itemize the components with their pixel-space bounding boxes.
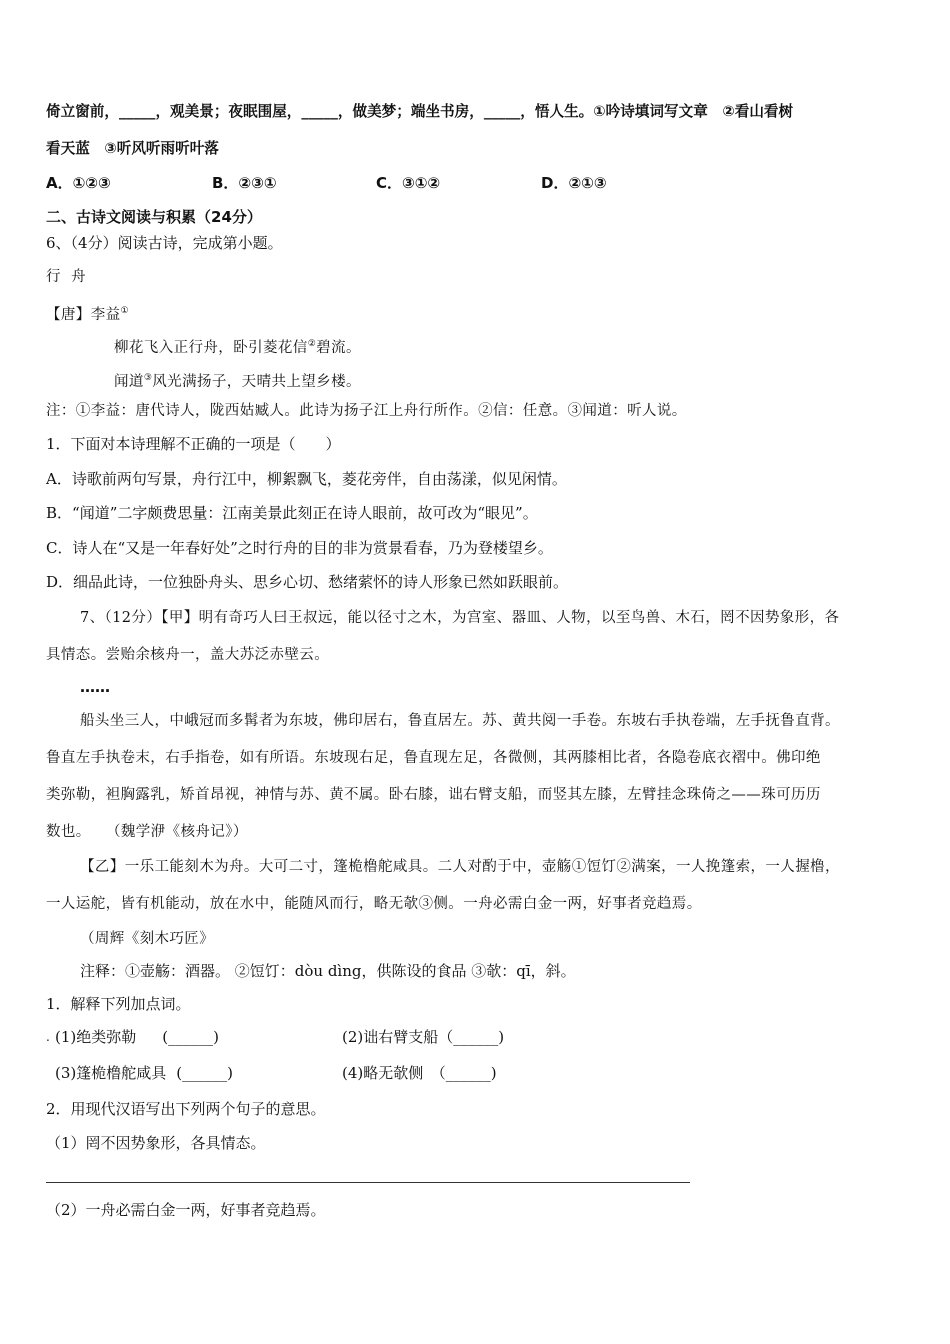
poem-verse-1: 柳花飞入正行舟，卧引菱花信②碧流。 (114, 339, 361, 356)
q7-jia-p2-line1: 船头坐三人，中峨冠而多髯者为东坡，佛印居右，鲁直居左。苏、黄共阅一手卷。东坡右手执卷端，左手抚鲁直背。 (80, 713, 840, 729)
stray-mark: . (46, 1030, 50, 1044)
q7-sub1: 1．解释下列加点词。 (46, 995, 191, 1013)
q6-stem: 6、（4分）阅读古诗，完成第小题。 (46, 234, 283, 252)
q7-jia-line2: 具情态。尝贻余核舟一，盖大苏泛赤壁云。 (46, 647, 330, 663)
q7-jia-p2-line2: 鲁直左手执卷末，右手指卷，如有所语。东坡现右足，鲁直现左足，各微侧，其两膝相比者，各隐卷底衣褶中。佛印绝 (46, 750, 821, 766)
answer-line[interactable] (46, 1182, 690, 1183)
q5-option-b: B．②③① (212, 174, 277, 192)
poem-notes: 注：①李益：唐代诗人，陇西姑臧人。此诗为扬子江上舟行所作。②信：任意。③闻道：听人说。 (46, 403, 687, 419)
q7-yi-source: （周辉《刻木巧匠》 (80, 931, 215, 947)
q7-yi-line1: 【乙】一乐工能刻木为舟。大可二寸，篷桅橹舵咸具。二人对酌于中，壶觞①饾饤②满案，一人挽篷索，一人握橹， (80, 859, 840, 875)
poem-verse-2: 闻道③风光满扬子，天晴共上望乡楼。 (114, 373, 361, 390)
q6-choice-c: C．诗人在“又是一年春好处”之时行舟的目的非为赏景看春，乃为登楼望乡。 (46, 539, 553, 557)
q6-sub1: 1．下面对本诗理解不正确的一项是（ ） (46, 435, 341, 453)
q5-option-a: A．①②③ (46, 174, 111, 192)
blank-item-4: (4)略无欹侧 （______) (342, 1064, 497, 1082)
section-heading: 二、古诗文阅读与积累（24分） (46, 208, 262, 226)
q7-jia-line1: 7、（12分）【甲】明有奇巧人曰王叔远，能以径寸之木，为宫室、器皿、人物，以至鸟兽、木石，罔不因势象形，各 (80, 610, 840, 626)
footnote-mark: ③ (143, 373, 153, 383)
q5-line2: 看天蓝 ③听风听雨听叶落 (46, 140, 219, 157)
q5-option-c: C．③①② (376, 174, 441, 192)
q6-choice-d: D．细品此诗，一位独卧舟头、思乡心切、愁绪萦怀的诗人形象已然如跃眼前。 (46, 573, 569, 591)
q7-yi-notes: 注释：①壶觞：酒器。 ②饾饤：dòu dìng，供陈设的食品 ③欹：qī，斜。 (80, 962, 576, 980)
q7-jia-p2-line4: 数也。 （魏学洢《核舟记》） (46, 824, 248, 840)
blank-item-2: (2)诎右臂支船（______) (342, 1028, 505, 1046)
q7-sub2: 2．用现代汉语写出下列两个句子的意思。 (46, 1100, 326, 1118)
poem-author: 【唐】李益① (46, 306, 129, 323)
q7-sentence-1: （1）罔不因势象形，各具情态。 (46, 1134, 266, 1152)
q7-ellipsis: …… (80, 678, 110, 696)
q6-choice-a: A．诗歌前两句写景，舟行江中，柳絮飘飞，菱花旁伴，自由荡漾，似见闲情。 (46, 470, 567, 488)
q5-line1: 倚立窗前，_____，观美景；夜眠围屋，_____，做美梦；端坐书房，_____，悟人生。①吟诗填词写文章 ②看山看树 (46, 103, 794, 120)
q5-option-d: D．②①③ (541, 174, 607, 192)
q7-sentence-2: （2）一舟必需白金一两，好事者竞趋焉。 (46, 1201, 326, 1219)
poem-title: 行 舟 (46, 269, 89, 285)
answer-blank[interactable]: (______) (162, 1028, 219, 1046)
q7-yi-line2: 一人运舵，皆有机能动，放在水中，能随风而行，略无欹③侧。一舟必需白金一两，好事者竞趋焉。 (46, 896, 702, 912)
blank-item-1: (1)绝类弥勒 (______) (55, 1028, 219, 1046)
blank-item-3: (3)篷桅橹舵咸具 (______) (55, 1064, 233, 1082)
answer-blank[interactable]: ______) (453, 1028, 505, 1046)
footnote-mark: ② (307, 339, 317, 349)
footnote-mark: ① (120, 306, 129, 316)
q7-jia-p2-line3: 类弥勒，袒胸露乳，矫首昂视，神情与苏、黄不属。卧右膝，诎右臂支船，而竖其左膝，左臂挂念珠倚之——珠可历历 (46, 787, 821, 803)
answer-blank[interactable]: ______) (445, 1064, 497, 1082)
answer-blank[interactable]: (______) (176, 1064, 233, 1082)
q6-choice-b: B．“闻道”二字颇费思量：江南美景此刻正在诗人眼前，故可改为“眼见”。 (46, 504, 538, 522)
